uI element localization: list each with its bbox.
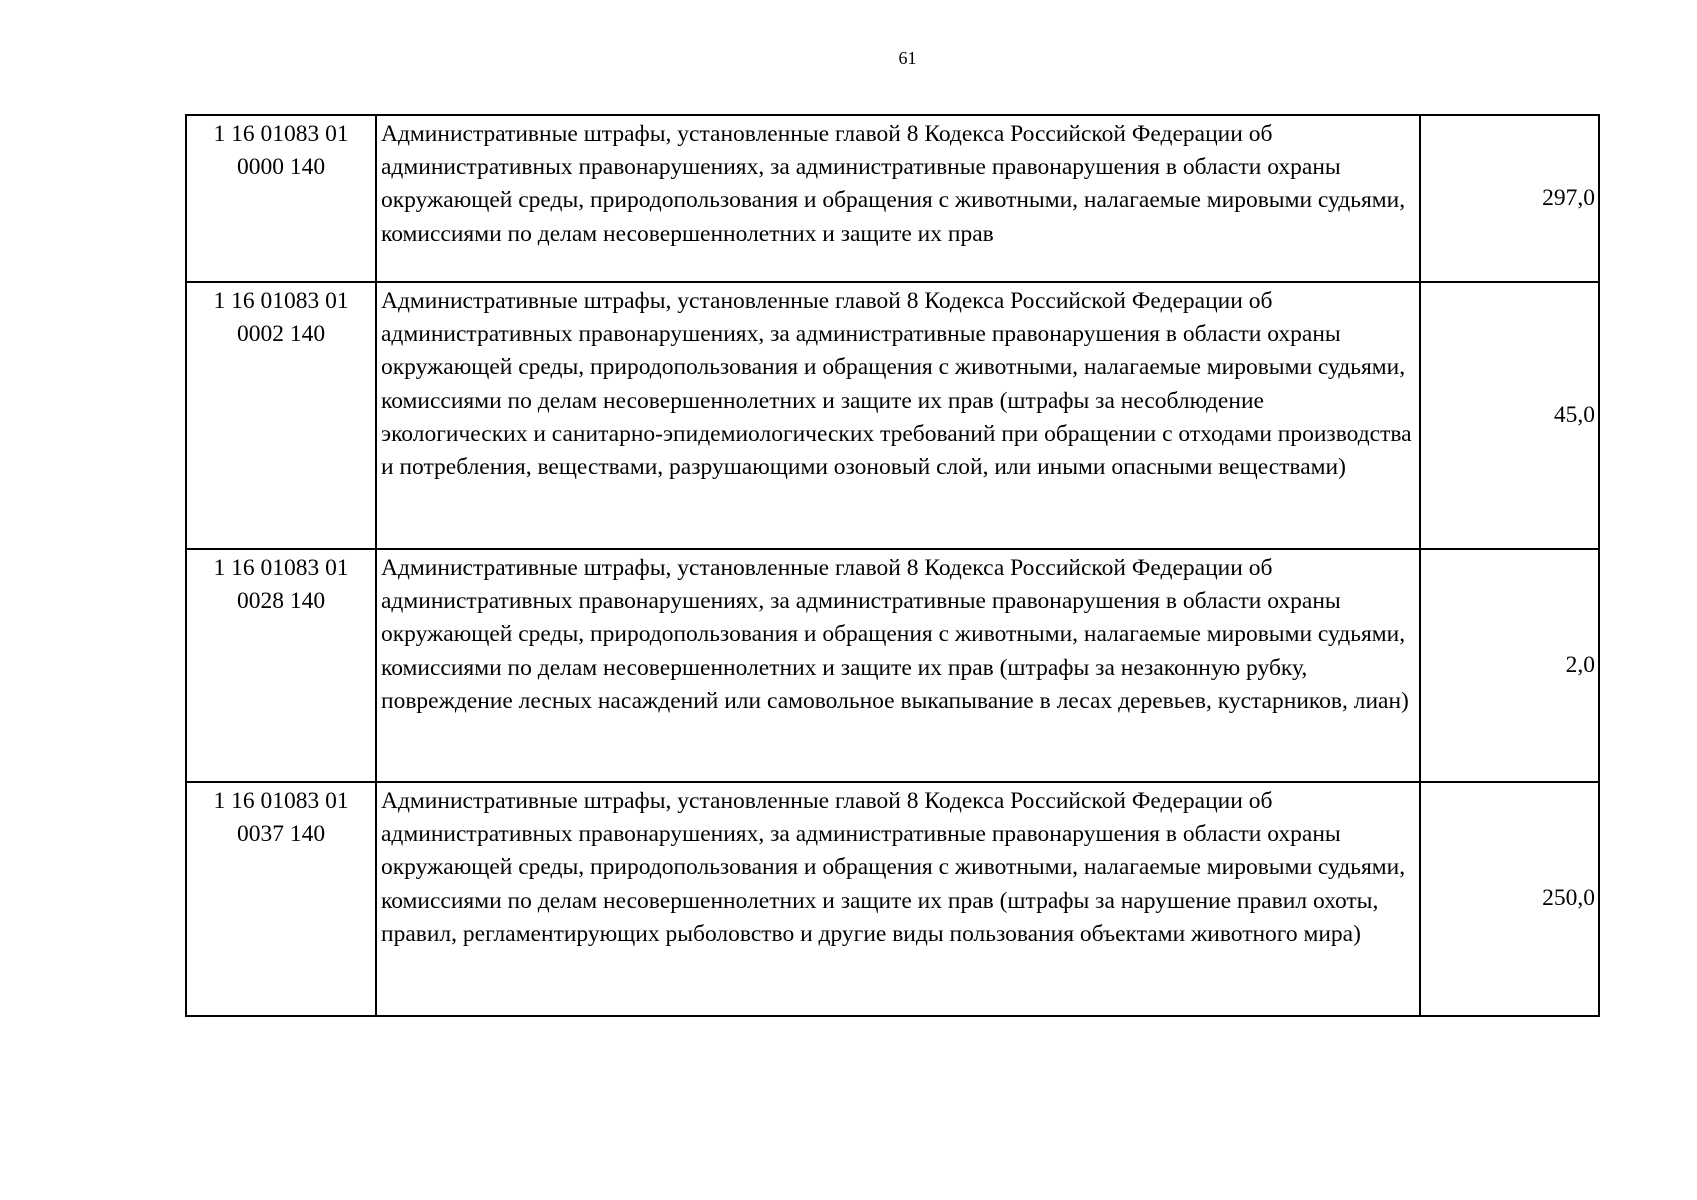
- budget-code-cell: [186, 115, 376, 282]
- budget-code-cell: [186, 782, 376, 1016]
- page-number: 61: [898, 48, 917, 68]
- table-row: [186, 782, 1599, 1016]
- budget-code-part1: 1 16 01083 01: [213, 288, 349, 314]
- budget-code-part2: 0028 140: [236, 588, 326, 615]
- amount-cell: 297,0: [1420, 115, 1599, 282]
- amount-cell: 2,0: [1420, 549, 1599, 782]
- description-cell: Административные штрафы, установленные главой 8 Кодекса Российской Федерации об административных правонарушениях, за административные правонарушения в области охраны окружающей среды, природопользования и обращения с животными, налагаемые мировыми судьями, комиссиями по делам несовершеннолетних и защите их прав (штрафы за несоблюдение экологических и санитарно-эпидемиологических требований при обращении с отходами производства и потребления, веществами, разрушающими озоновый слой, или иными опасными веществами): [376, 282, 1420, 549]
- budget-code-part1: 1 16 01083 01: [213, 121, 349, 147]
- table-row: [186, 115, 1599, 282]
- amount-cell: 45,0: [1420, 282, 1599, 549]
- budget-code-part2: 0037 140: [236, 821, 326, 848]
- amount-cell: 250,0: [1420, 782, 1599, 1016]
- table-row: [186, 282, 1599, 549]
- budget-code-part1: 1 16 01083 01: [213, 555, 349, 581]
- description-cell: Административные штрафы, установленные главой 8 Кодекса Российской Федерации об административных правонарушениях, за административные правонарушения в области охраны окружающей среды, природопользования и обращения с животными, налагаемые мировыми судьями, комиссиями по делам несовершеннолетних и защите их прав (штрафы за нарушение правил охоты, правил, регламентирующих рыболовство и другие виды пользования объектами животного мира): [376, 782, 1420, 1016]
- description-cell: Административные штрафы, установленные главой 8 Кодекса Российской Федерации об административных правонарушениях, за административные правонарушения в области охраны окружающей среды, природопользования и обращения с животными, налагаемые мировыми судьями, комиссиями по делам несовершеннолетних и защите их прав (штрафы за незаконную рубку, повреждение лесных насаждений или самовольное выкапывание в лесах деревьев, кустарников, лиан): [376, 549, 1420, 782]
- budget-revenue-table: [185, 114, 1600, 1017]
- budget-code-cell: [186, 549, 376, 782]
- table-row: [186, 549, 1599, 782]
- description-cell: Административные штрафы, установленные главой 8 Кодекса Российской Федерации об административных правонарушениях, за административные правонарушения в области охраны окружающей среды, природопользования и обращения с животными, налагаемые мировыми судьями, комиссиями по делам несовершеннолетних и защите их прав: [376, 115, 1420, 282]
- budget-code-part1: 1 16 01083 01: [213, 788, 349, 814]
- budget-code-cell: [186, 282, 376, 549]
- budget-code-part2: 0002 140: [236, 321, 326, 348]
- budget-code-part2: 0000 140: [236, 154, 326, 181]
